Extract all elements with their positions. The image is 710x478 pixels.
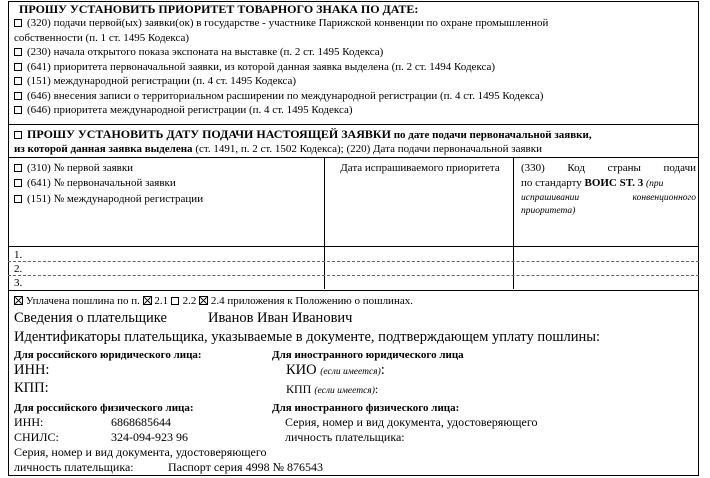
table-col-divider: [513, 157, 514, 289]
divider: [8, 124, 699, 125]
foreign-doc-line1: Серия, номер и вид документа, удостоверяющего: [285, 415, 538, 429]
doc-line2: личность плательщика:: [14, 460, 134, 474]
checkbox-320[interactable]: [14, 19, 22, 27]
checkbox-310[interactable]: [14, 164, 22, 172]
priority-item-320-cont: собственности (п. 1 ст. 1495 Кодекса): [14, 32, 190, 44]
priority-heading: ПРОШУ УСТАНОВИТЬ ПРИОРИТЕТ ТОВАРНОГО ЗНАКА ПО ДАТЕ:: [19, 2, 419, 16]
payer-identifiers: Идентификаторы плательщика, указываемые в документе, подтверждающем уплату пошлины:: [14, 329, 601, 345]
doc-value: Паспорт серия 4998 № 876543: [168, 460, 324, 474]
kpp2-label: КПП (если имеется):: [286, 382, 379, 396]
checkbox-151[interactable]: [14, 77, 22, 85]
foreign-legal-heading: Для иностранного юридического лица: [272, 349, 464, 361]
priority-item-641[interactable]: (641) приоритета первоначальной заявки, из которой данная заявка выделена (п. 2 ст. 1494 Кодекса): [14, 60, 495, 74]
divider: [8, 290, 699, 291]
foreign-phys-heading: Для иностранного физического лица:: [272, 402, 460, 414]
checkbox-641[interactable]: [14, 63, 22, 71]
payer-name: Иванов Иван Иванович: [208, 310, 353, 326]
payer-label: Сведения о плательщике: [14, 310, 167, 326]
table-col-divider: [324, 157, 325, 289]
table-col3-line1: (330) Код страны подачи: [521, 162, 696, 174]
checkbox-fee-2-2[interactable]: [171, 297, 179, 305]
table-col3-line3: испрашивании конвенционного: [521, 193, 696, 203]
checkbox-646b[interactable]: [14, 106, 22, 114]
fee-line: Уплачена пошлина по п. 2.1 2.2 2.4 приложения к Положению о пошлинах.: [14, 294, 413, 308]
ru-phys-heading: Для российского физического лица:: [14, 402, 194, 414]
checkbox-646a[interactable]: [14, 92, 22, 100]
table-row-3[interactable]: 3.: [14, 277, 23, 289]
priority-item-646b[interactable]: (646) приоритета международной регистрации (п. 4 ст. 1495 Кодекса): [14, 103, 353, 117]
ru-legal-heading: Для российского юридического лица:: [14, 349, 202, 361]
table-row-2[interactable]: 2.: [14, 263, 23, 275]
checkbox-fee-paid[interactable]: [14, 296, 23, 305]
table-col2-header: Дата испрашиваемого приоритета: [340, 162, 500, 174]
table-col1-item-641[interactable]: (641) № первоначальной заявки: [14, 176, 176, 190]
foreign-doc-line2: личность плательщика:: [285, 430, 405, 444]
table-col1-item-151[interactable]: (151) № международной регистрации: [14, 192, 203, 206]
priority-item-646a[interactable]: (646) внесения записи о территориальном расширении по международной регистрации (п. 4 ст. 1495 Кодекса): [14, 89, 543, 103]
priority-item-230[interactable]: (230) начала открытого показа экспоната на выставке (п. 2 ст. 1495 Кодекса): [14, 45, 383, 59]
checkbox-230[interactable]: [14, 48, 22, 56]
checkbox-641-num[interactable]: [14, 179, 22, 187]
kpp-label: КПП:: [14, 380, 49, 396]
doc-line1: Серия, номер и вид документа, удостоверяющего: [14, 445, 267, 459]
table-col3-line2: по стандарту ВОИС ST. 3 (при: [521, 177, 664, 189]
divider: [8, 157, 699, 158]
checkbox-151-num[interactable]: [14, 195, 22, 203]
checkbox-fee-2-1[interactable]: [143, 296, 152, 305]
filing-date-line1: ПРОШУ УСТАНОВИТЬ ДАТУ ПОДАЧИ НАСТОЯЩЕЙ ЗАЯВКИ по дате подачи первоначальной заявки,: [14, 127, 592, 142]
row-divider: [8, 275, 699, 276]
row-divider: [8, 261, 699, 262]
snils-label: СНИЛС:: [14, 430, 59, 444]
table-row-1[interactable]: 1.: [14, 249, 23, 261]
table-header-divider: [8, 246, 699, 247]
kio-label: КИО (если имеется):: [286, 362, 385, 378]
priority-item-151[interactable]: (151) международной регистрации (п. 4 ст. 1495 Кодекса): [14, 74, 296, 88]
inn2-value: 6868685644: [111, 415, 171, 429]
checkbox-filing-date[interactable]: [14, 131, 22, 139]
priority-item-320[interactable]: (320) подачи первой(ых) заявки(ок) в государстве - участнике Парижской конвенции по охране промышленной: [14, 16, 548, 30]
table-col3-line4: приоритета): [521, 206, 576, 216]
filing-date-line2: из которой данная заявка выделена (ст. 1491, п. 2 ст. 1502 Кодекса); (220) Дата подачи первоначальной заявки: [14, 143, 542, 155]
table-col1-item-310[interactable]: (310) № первой заявки: [14, 161, 133, 175]
inn2-label: ИНН:: [14, 415, 44, 429]
snils-value: 324-094-923 96: [111, 430, 188, 444]
inn-label: ИНН:: [14, 362, 50, 378]
checkbox-fee-2-4[interactable]: [199, 296, 208, 305]
